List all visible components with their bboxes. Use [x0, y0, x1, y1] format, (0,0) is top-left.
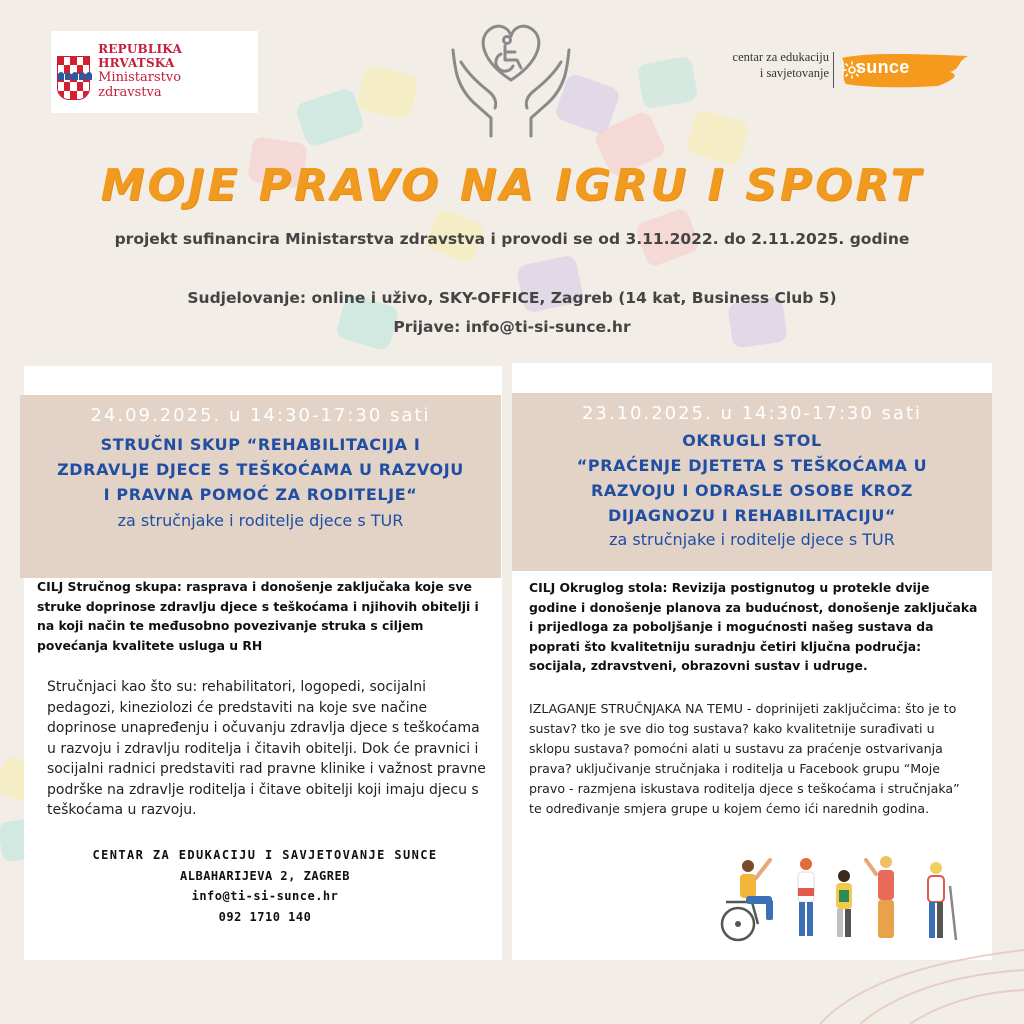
contact-address: ALBAHARIJEVA 2, ZAGREB	[180, 869, 350, 883]
event-header-right	[512, 393, 992, 571]
event-header-left	[20, 395, 501, 578]
main-title: MOJE PRAVO NA IGRU I SPORT	[100, 160, 924, 211]
event-title-right-line: OKRUGLI STOL	[682, 431, 822, 450]
contact-organization: CENTAR ZA EDUKACIJU I SAVJETOVANJE SUNCE	[92, 848, 438, 862]
ministry-logo	[51, 31, 258, 113]
event-goal-left: CILJ Stručnog skupa: rasprava i donošenje zaključaka koje sve struke doprinose zdravlju djece s teškoćama i njihovih obitelji i na koji način te međusobno povezivanje struka s ciljem povećanja kvalitete usluga u RH	[37, 579, 479, 653]
decorative-lines	[800, 940, 1024, 1024]
project-subtitle: projekt sufinancira Ministarstva zdravstva i provodi se od 3.11.2022. do 2.11.2025. godine	[114, 230, 910, 248]
event-title-left-line: ZDRAVLJE DJECE S TEŠKOĆAMA U RAZVOJU	[57, 460, 464, 479]
event-audience-left: za stručnjake i roditelje djece s TUR	[117, 511, 404, 530]
participation-info: Sudjelovanje: online i uživo, SKY-OFFICE, Zagreb (14 kat, Business Club 5)	[187, 289, 837, 307]
ministry-republic-label: REPUBLIKA HRVATSKA	[98, 42, 182, 71]
wheelchair-user-icon	[722, 860, 773, 940]
person-icon	[798, 858, 814, 936]
event-title-right-line: “PRAĆENJE DJETETA S TEŠKOĆAMA U	[576, 456, 928, 475]
brand-separator	[833, 52, 834, 88]
hands-heart-icon	[443, 10, 579, 138]
registration-info: Prijave: info@ti-si-sunce.hr	[393, 318, 631, 336]
event-title-left-line: I PRAVNA POMOĆ ZA RODITELJE“	[103, 485, 418, 504]
diverse-people-illustration	[716, 852, 978, 944]
ministry-name-line2: zdravstva	[98, 84, 162, 100]
event-date-left: 24.09.2025. u 14:30-17:30 sati	[90, 405, 431, 426]
person-with-crutch-icon	[928, 862, 956, 940]
event-title-right-line: DIJAGNOZU I REHABILITACIJU“	[607, 506, 897, 525]
event-title-right	[512, 428, 992, 528]
contact-email-link[interactable]: info@ti-si-sunce.hr	[191, 889, 339, 903]
contact-phone: 092 1710 140	[218, 910, 312, 924]
brand-line2: i savjetovanje	[759, 65, 829, 80]
brand-name: sunce	[856, 57, 910, 77]
event-title-left-line: STRUČNI SKUP “REHABILITACIJA I	[100, 435, 421, 454]
event-audience-right: za stručnjake i roditelje djece s TUR	[609, 530, 895, 549]
brand-line1: centar za edukaciju	[732, 50, 829, 64]
event-description-right: IZLAGANJE STRUČNJAKA NA TEMU - doprinijeti zaključcima: što je to sustav? tko je sve dio tog sustava? kako kvalitetnije surađivati u sklopu sustava? pomoćni alati u sustavu za praćenje ostvarivanja prava? uključivanje stručnjaka i roditelja u Facebook grupu “Moje pravo - razmjena iskustava roditelja djece s teškoćama i stručnjaka” te određivanje smjera grupe u kojem ćemo ići narednih godina.	[529, 701, 960, 816]
event-goal-right: CILJ Okruglog stola: Revizija postignutog u protekle dvije godine i donošenje planova za budućnost, donošenje zaključaka i prijedloga za poboljšanje i mogućnosti našeg sustava da poprati što kvalitetniju suradnju četiri ključna područja: socijala, zdravstveni, obrazovni sustav i udruge.	[529, 580, 978, 673]
person-icon	[866, 856, 894, 938]
person-with-book-icon	[836, 870, 852, 937]
event-date-right: 23.10.2025. u 14:30-17:30 sati	[581, 403, 923, 424]
event-description-left: Stručnjaci kao što su: rehabilitatori, logopedi, socijalni pedagozi, kineziolozi će predstaviti na koje sve načine doprinose unapređenju i očuvanju zdravlja djece s teškoćama u razvoju i zdravlju roditelja i čitavih obitelji. Dok će pravnici i socijalni radnici predstaviti rad pravne klinike i važnost pravne podrške na zdravlje roditelja i čitave obitelji koji imaju djecu s teškoćama u razvoju.	[47, 679, 486, 818]
ministry-name-line1: Ministarstvo	[98, 69, 182, 85]
event-title-right-line: RAZVOJU I ODRASLE OSOBE KROZ	[591, 481, 913, 500]
event-title-left	[20, 432, 501, 507]
sunce-logo	[716, 48, 976, 92]
